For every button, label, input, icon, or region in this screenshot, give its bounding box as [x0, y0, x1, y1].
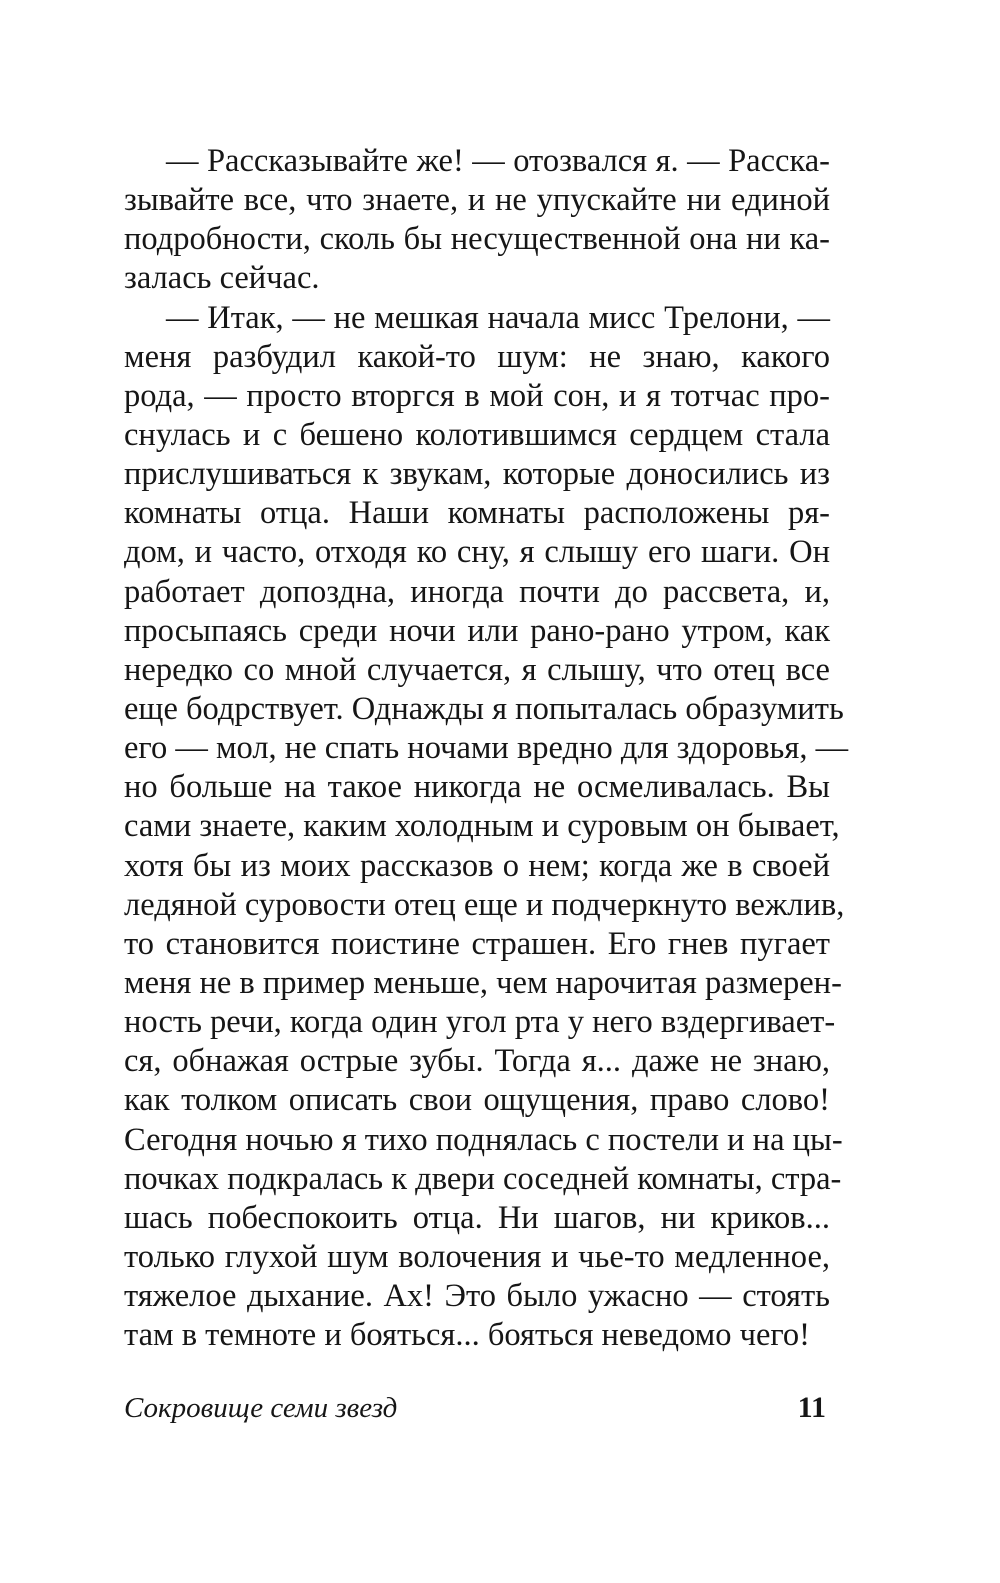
text-line: подробности, сколь бы несущественной она ни ка-: [124, 221, 830, 258]
text-line: работает допоздна, иногда почти до рассвета, и,: [124, 573, 830, 610]
text-line: Сегодня ночью я тихо поднялась с постели и на цы-: [124, 1121, 843, 1158]
text-line: меня не в пример меньше, чем нарочитая размерен-: [124, 964, 842, 1001]
text-line: зывайте все, что знаете, и не упускайте ни единой: [124, 182, 830, 219]
text-line: просыпаясь среди ночи или рано-рано утром, как: [124, 612, 830, 649]
text-line: снулась и с бешено колотившимся сердцем стала: [124, 416, 830, 453]
text-line: только глухой шум волочения и чье-то медленное,: [124, 1238, 830, 1275]
text-line: ность речи, когда один угол рта у него вздергивает-: [124, 1004, 836, 1041]
text-line: сами знаете, каким холодным и суровым он бывает,: [124, 808, 840, 845]
page-footer: [124, 1388, 830, 1428]
body-text: [124, 142, 849, 1355]
text-line: его — мол, не спать ночами вредно для здоровья, —: [124, 730, 849, 767]
text-line: залась сейчас.: [124, 260, 320, 297]
text-line: — Итак, — не мешкая начала мисс Трелони, —: [166, 299, 830, 336]
text-line: хотя бы из моих рассказов о нем; когда же в своей: [124, 847, 830, 884]
text-line: прислушиваться к звукам, которые доносились из: [124, 456, 830, 493]
text-line: комнаты отца. Наши комнаты расположены ря-: [124, 495, 830, 532]
text-line: как толком описать свои ощущения, право слово!: [124, 1082, 830, 1119]
page-number: 11: [797, 1391, 826, 1424]
text-line: меня разбудил какой-то шум: не знаю, какого: [124, 338, 830, 375]
text-line: тяжелое дыхание. Ах! Это было ужасно — стоять: [124, 1278, 830, 1315]
text-line: почках подкралась к двери соседней комнаты, стра-: [124, 1160, 842, 1197]
text-line: нередко со мной случается, я слышу, что отец все: [124, 651, 830, 688]
text-line: ся, обнажая острые зубы. Тогда я... даже не знаю,: [124, 1043, 830, 1080]
text-line: там в темноте и бояться... бояться неведомо чего!: [124, 1317, 810, 1354]
text-line: рода, — просто вторгся в мой сон, и я тотчас про-: [124, 377, 830, 414]
running-title: Сокровище семи звезд: [124, 1392, 398, 1424]
text-line: ледяной суровости отец еще и подчеркнуто вежлив,: [124, 886, 845, 923]
text-line: но больше на такое никогда не осмеливалась. Вы: [124, 769, 830, 806]
text-line: шась побеспокоить отца. Ни шагов, ни криков...: [124, 1199, 830, 1236]
text-line: еще бодрствует. Однажды я попыталась образумить: [124, 690, 844, 727]
text-line: — Рассказывайте же! — отозвался я. — Расска-: [166, 143, 830, 179]
text-line: дом, и часто, отходя ко сну, я слышу его шаги. Он: [124, 534, 830, 571]
text-line: то становится поистине страшен. Его гнев пугает: [124, 925, 830, 962]
